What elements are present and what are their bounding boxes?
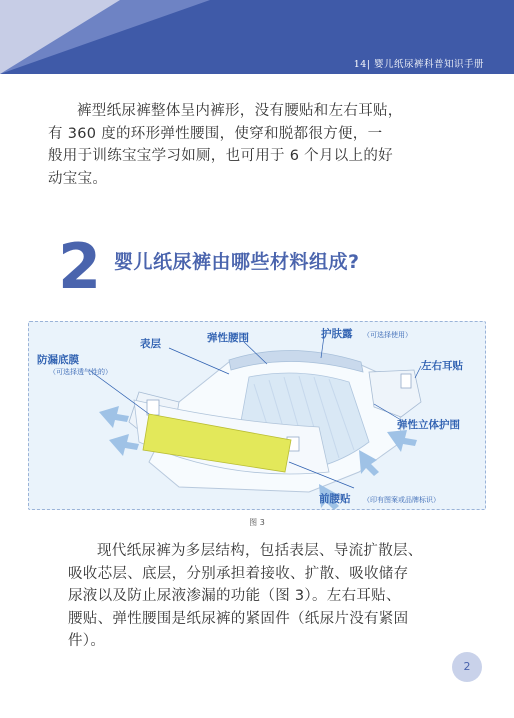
section-number: 2 (58, 230, 102, 303)
label-backsheet-note: （可选择透气性的） (49, 368, 112, 376)
label-front-tape: 前腰贴 (319, 493, 351, 505)
label-elastic-waist: 弹性腰围 (207, 332, 249, 344)
label-skin-care-note: （可选择使用） (363, 331, 412, 339)
paragraph-line: 件）。 (68, 633, 106, 649)
label-surface-layer: 表层 (140, 338, 161, 350)
label-leakproof-backsheet: 防漏底膜 (37, 354, 79, 366)
paragraph-line: 动宝宝。 (48, 170, 108, 187)
page-number-badge: 2 (452, 652, 482, 682)
paragraph-line: 尿液以及防止尿液渗漏的功能（图 3）。左右耳贴、 (68, 588, 401, 604)
figure-caption: 图 3 (249, 518, 265, 527)
paragraph-line: 现代纸尿裤为多层结构，包括表层、导流扩散层、 (97, 543, 423, 559)
right-ear-tape (401, 374, 411, 388)
paragraph-line: 腰贴、弹性腰围是纸尿裤的紧固件（纸尿片没有紧固 (68, 610, 409, 627)
left-ear-tape (147, 400, 159, 415)
intro-paragraph (48, 100, 468, 190)
section-title: 婴儿纸尿裤由哪些材料组成? (114, 251, 360, 273)
paragraph-line: 般用于训练宝宝学习如厕，也可用于 6 个月以上的好 (48, 148, 393, 164)
paragraph-line: 吸收芯层、底层，分别承担着接收、扩散、吸收储存 (68, 565, 409, 582)
page-header (0, 0, 514, 74)
running-title: 14| 婴儿纸尿裤科普知识手册 (353, 59, 484, 70)
body-paragraph (68, 540, 460, 653)
paragraph-line: 有 360 度的环形弹性腰围，使穿和脱都很方便，一 (48, 125, 383, 142)
header-decoration-light (0, 0, 120, 74)
paragraph-line: 裤型纸尿裤整体呈内裤形，没有腰贴和左右耳贴， (77, 103, 403, 119)
diaper-diagram (28, 321, 486, 510)
diaper-illustration (29, 322, 486, 510)
label-skin-care-lotion: 护肤露 (321, 328, 353, 340)
label-elastic-leg-cuff: 弹性立体护围 (397, 419, 460, 431)
label-front-tape-note: （印有图案或品牌标识） (363, 496, 440, 504)
label-side-tape: 左右耳贴 (421, 360, 463, 372)
